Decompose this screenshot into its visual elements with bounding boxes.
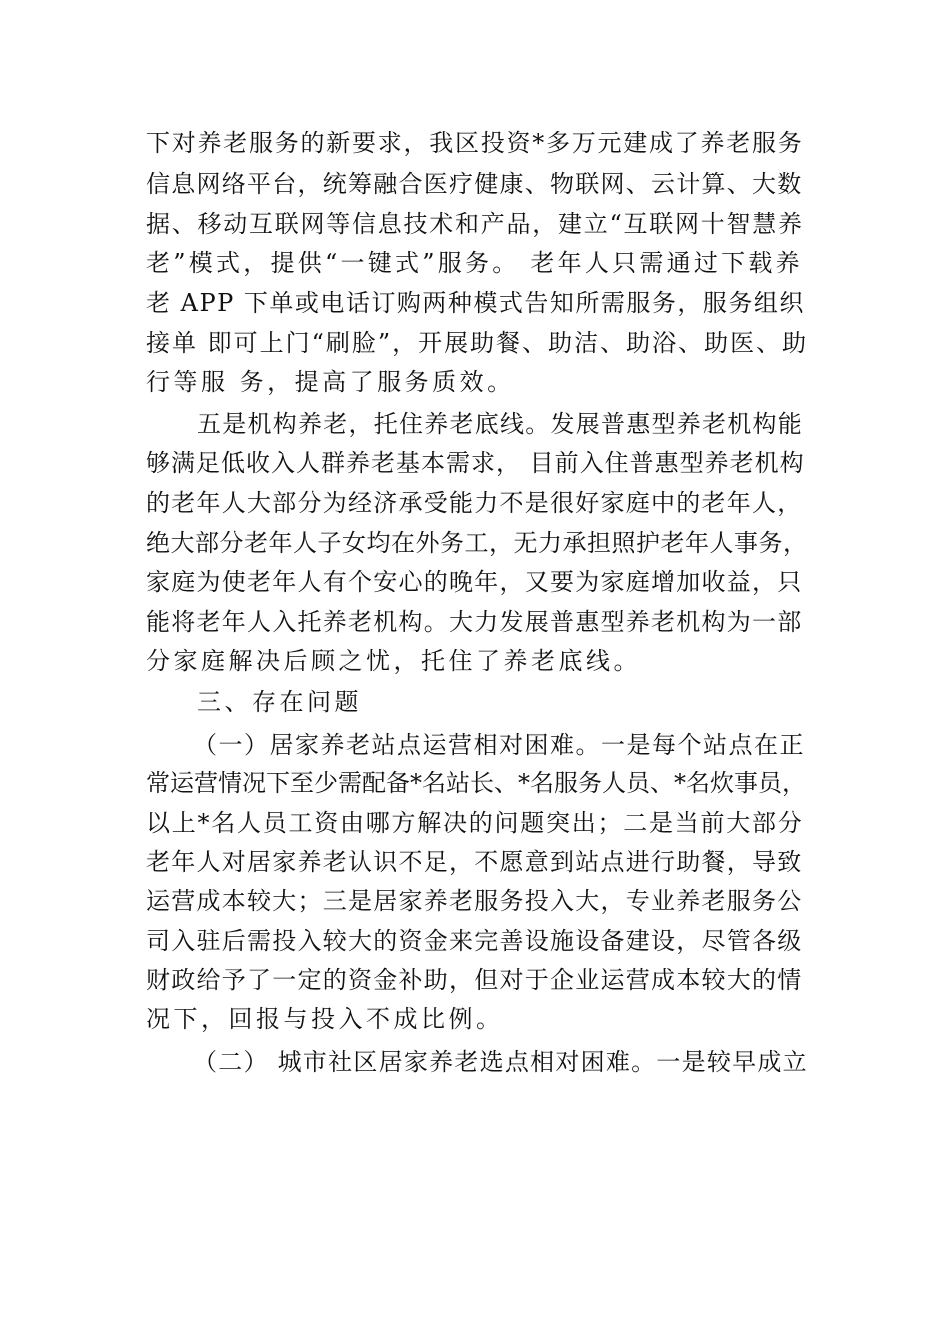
text-line: （二） 城市社区居家养老选点相对困难。一是较早成立 bbox=[193, 1048, 808, 1076]
text-line: 接单 即可上门“刷脸”，开展助餐、助洁、助浴、助医、助 bbox=[146, 329, 809, 357]
text-line: 老”模式，提供“一键式”服务。 老年人只需通过下载养 bbox=[146, 249, 803, 277]
text-line: 能将老年人入托养老机构。大力发展普惠型养老机构为一部 bbox=[146, 608, 803, 636]
text-line: 家庭为使老年人有个安心的晚年，又要为家庭增加收益，只 bbox=[146, 568, 803, 596]
text-line: 分家庭解决后顾之忧，托住了养老底线。 bbox=[146, 647, 641, 675]
text-line: 的老年人大部分为经济承受能力不是很好家庭中的老年人， bbox=[146, 489, 803, 517]
text-line: （一）居家养老站点运营相对困难。一是每个站点在正 bbox=[193, 731, 805, 759]
text-line: 下对养老服务的新要求，我区投资*多万元建成了养老服务 bbox=[146, 129, 804, 157]
text-line: 常运营情况下至少需配备*名站长、*名服务人员、*名炊事员， bbox=[146, 769, 806, 797]
text-line: 绝大部分老年人子女均在外务工，无力承担照护老年人事务， bbox=[146, 529, 808, 557]
text-line: 老 APP 下单或电话订购两种模式告知所需服务，服务组织 bbox=[146, 289, 805, 317]
text-line: 运营成本较大；三是居家养老服务投入大，专业养老服务公 bbox=[146, 887, 803, 915]
section-heading: 三、存在问题 bbox=[197, 688, 362, 716]
text-line: 够满足低收入人群养老基本需求， 目前入住普惠型养老机构 bbox=[146, 449, 805, 477]
text-line: 老年人对居家养老认识不足，不愿意到站点进行助餐，导致 bbox=[146, 848, 803, 876]
text-line: 况下，回报与投入不成比例。 bbox=[146, 1005, 504, 1033]
text-line: 五是机构养老，托住养老底线。发展普惠型养老机构能 bbox=[197, 410, 803, 438]
text-line: 财政给予了一定的资金补助，但对于企业运营成本较大的情 bbox=[146, 966, 803, 994]
text-line: 行等服 务，提高了服务质效。 bbox=[146, 368, 515, 396]
text-line: 据、移动互联网等信息技术和产品，建立“互联网十智慧养 bbox=[146, 210, 804, 238]
text-line: 信息网络平台，统筹融合医疗健康、物联网、云计算、大数 bbox=[146, 170, 803, 198]
text-line: 以上*名人员工资由哪方解决的问题突出；二是当前大部分 bbox=[146, 809, 804, 837]
text-line: 司入驻后需投入较大的资金来完善设施设备建设，尽管各级 bbox=[146, 927, 803, 955]
